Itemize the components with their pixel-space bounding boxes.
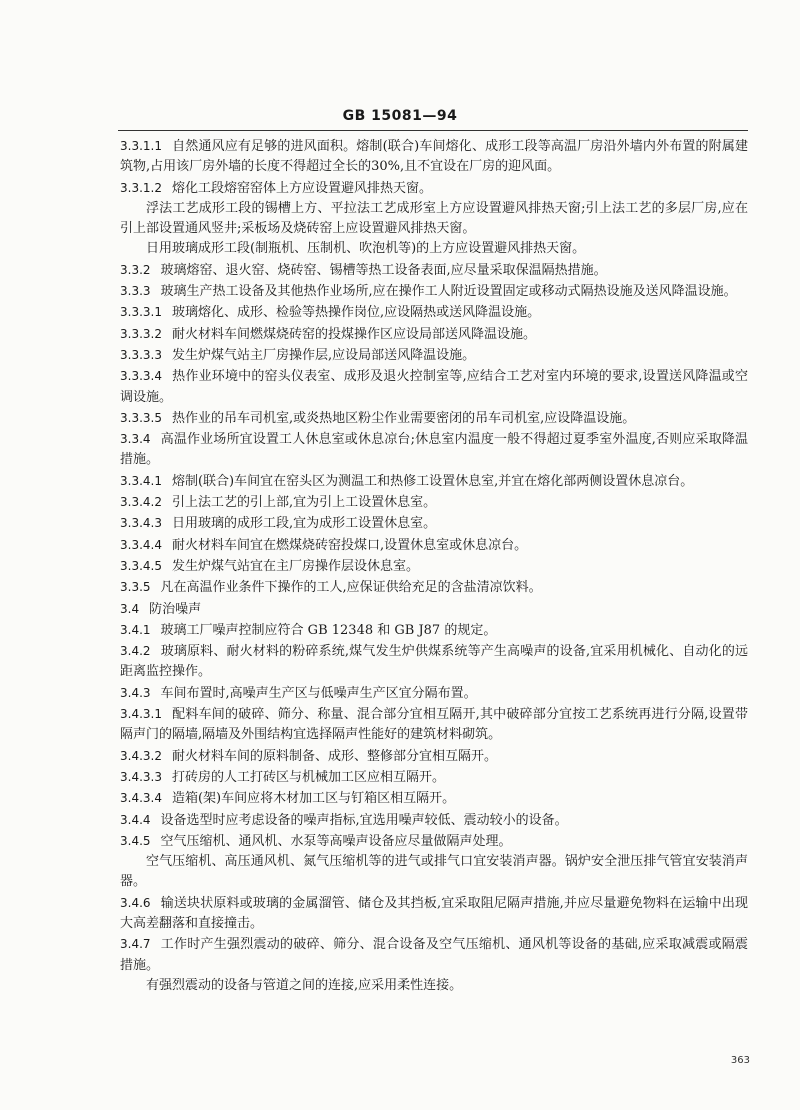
- clause-paragraph: [120, 260, 748, 281]
- clause-number: 3.3.4.2: [120, 495, 162, 510]
- clause-text: 玻璃原料、耐火材料的粉碎系统,煤气发生炉供煤系统等产生高噪声的设备,宜采用机械化、自动化的远距离监控操作。: [120, 644, 748, 680]
- clause-number: 3.4.3: [120, 685, 151, 700]
- clause-number: 3.4.5: [120, 833, 151, 848]
- clause-text: 有强烈震动的设备与管道之间的连接,应采用柔性连接。: [146, 977, 463, 993]
- clause-paragraph: [120, 831, 748, 852]
- clause-paragraph: [120, 767, 748, 788]
- clause-paragraph: [120, 788, 748, 809]
- clause-number: 3.4: [120, 601, 140, 616]
- clause-text: 浮法工艺成形工段的锡槽上方、平拉法工艺成形室上方应设置避风排热天窗;引上法工艺的多层厂房,应在引上部设置通风竖井;采板场及烧砖窑上应设置避风排热天窗。: [120, 200, 748, 237]
- clause-paragraph: [120, 620, 748, 641]
- continuation-paragraph: [120, 239, 748, 259]
- standard-code-header: GB 15081—94: [342, 108, 458, 124]
- clause-text: 自然通风应有足够的进风面积。熔制(联合)车间熔化、成形工段等高温厂房沿外墙内外布置的附属建筑物,占用该厂房外墙的长度不得超过全长的30%,且不宜设在厂房的迎风面。: [120, 139, 748, 175]
- clause-number: 3.4.4: [120, 812, 151, 827]
- clause-text: 热作业的吊车司机室,或炎热地区粉尘作业需要密闭的吊车司机室,应设降温设施。: [171, 410, 636, 426]
- clause-text: 日用玻璃的成形工段,宜为成形工设置休息室。: [171, 516, 437, 532]
- clause-number: 3.3.1.1: [120, 139, 162, 153]
- clause-text: 玻璃生产热工设备及其他热作业场所,应在操作工人附近设置固定或移动式隔热设施及送风降温设施。: [160, 284, 737, 300]
- clause-paragraph: [120, 178, 748, 199]
- clause-number: 3.3.4.1: [120, 473, 162, 488]
- clause-number: 3.3.3.3: [120, 347, 162, 362]
- clause-text: 耐火材料车间的原料制备、成形、整修部分宜相互隔开。: [171, 748, 497, 764]
- clause-number: 3.3.4: [120, 432, 151, 447]
- clause-number: 3.3.3.4: [120, 369, 162, 384]
- clause-paragraph: [120, 366, 748, 408]
- clause-paragraph: [120, 136, 748, 178]
- clause-paragraph: [120, 471, 748, 492]
- clause-text: 打砖房的人工打砖区与机械加工区应相互隔开。: [171, 769, 445, 785]
- clause-paragraph: [120, 429, 748, 471]
- clause-paragraph: [120, 281, 748, 302]
- clause-text: 耐火材料车间宜在燃煤烧砖窑投煤口,设置休息室或休息凉台。: [171, 537, 528, 553]
- clause-paragraph: [120, 408, 748, 429]
- clause-text: 空气压缩机、高压通风机、氮气压缩机等的进气或排气口宜安装消声器。锅炉安全泄压排气管宜安装消声器。: [120, 854, 748, 890]
- clause-text: 工作时产生强烈震动的破碎、筛分、混合设备及空气压缩机、通风机等设备的基础,应采取减震或隔震措施。: [120, 937, 748, 973]
- clause-number: 3.4.3.1: [120, 707, 162, 722]
- clause-number: 3.4.2: [120, 644, 151, 659]
- clause-text: 玻璃熔化、成形、检验等热操作岗位,应设隔热或送风降温设施。: [171, 305, 541, 321]
- clause-number: 3.3.3.2: [120, 326, 162, 341]
- document-body: [120, 136, 748, 996]
- clause-paragraph: [120, 302, 748, 323]
- page-number: 363: [730, 1055, 750, 1066]
- clause-number: 3.3.1.2: [120, 180, 162, 195]
- clause-text: 空气压缩机、通风机、水泵等高噪声设备应尽量做隔声处理。: [160, 833, 512, 849]
- clause-number: 3.3.3.1: [120, 305, 162, 320]
- clause-paragraph: [120, 513, 748, 534]
- clause-text: 发生炉煤气站宜在主厂房操作层设休息室。: [171, 558, 419, 574]
- clause-text: 配料车间的破碎、筛分、称量、混合部分宜相互隔开,其中破碎部分宜按工艺系统再进行分隔,设置带隔声门的隔墙,隔墙及外围结构宜选择隔声性能好的建筑材料砌筑。: [120, 707, 748, 743]
- clause-text: 凡在高温作业条件下操作的工人,应保证供给充足的含盐清凉饮料。: [160, 580, 542, 596]
- clause-number: 3.3.4.4: [120, 537, 162, 552]
- continuation-paragraph: [120, 852, 748, 893]
- clause-paragraph: [120, 683, 748, 704]
- clause-text: 设备选型时应考虑设备的噪声指标,宜选用噪声较低、震动较小的设备。: [160, 812, 568, 828]
- clause-paragraph: [120, 599, 748, 620]
- continuation-paragraph: [120, 199, 748, 240]
- clause-paragraph: [120, 535, 748, 556]
- clause-number: 3.3.2: [120, 262, 151, 277]
- continuation-paragraph: [120, 976, 748, 996]
- clause-number: 3.3.4.3: [120, 516, 162, 531]
- clause-text: 高温作业场所宜设置工人休息室或休息凉台;休息室内温度一般不得超过夏季室外温度,否则应采取降温措施。: [120, 432, 748, 468]
- clause-number: 3.3.3.5: [120, 410, 162, 425]
- clause-text: 玻璃熔窑、退火窑、烧砖窑、锡槽等热工设备表面,应尽量采取保温隔热措施。: [160, 262, 607, 278]
- clause-text: 玻璃工厂噪声控制应符合 GB 12348 和 GB J87 的规定。: [160, 622, 497, 638]
- clause-number: 3.4.3.3: [120, 769, 162, 784]
- clause-number: 3.4.3.2: [120, 748, 162, 763]
- clause-paragraph: [120, 893, 748, 935]
- clause-text: 发生炉煤气站主厂房操作层,应设局部送风降温设施。: [171, 347, 476, 363]
- clause-paragraph: [120, 556, 748, 577]
- clause-number: 3.4.1: [120, 622, 151, 637]
- clause-number: 3.3.5: [120, 580, 151, 595]
- clause-text: 车间布置时,高噪声生产区与低噪声生产区宜分隔布置。: [160, 685, 477, 701]
- clause-number: 3.4.7: [120, 937, 151, 952]
- clause-paragraph: [120, 746, 748, 767]
- clause-text: 造箱(架)车间应将木材加工区与钉箱区相互隔开。: [171, 791, 456, 807]
- clause-text: 引上法工艺的引上部,宜为引上工设置休息室。: [171, 495, 437, 511]
- clause-text: 日用玻璃成形工段(制瓶机、压制机、吹泡机等)的上方应设置避风排热天窗。: [146, 241, 586, 257]
- clause-text: 熔化工段熔窑窑体上方应设置避风排热天窗。: [171, 180, 432, 196]
- clause-paragraph: [120, 934, 748, 976]
- clause-number: 3.4.6: [120, 895, 151, 910]
- clause-number: 3.4.3.4: [120, 791, 162, 806]
- clause-number: 3.3.4.5: [120, 558, 162, 573]
- clause-paragraph: [120, 704, 748, 746]
- clause-number: 3.3.3: [120, 284, 151, 299]
- clause-paragraph: [120, 492, 748, 513]
- clause-paragraph: [120, 577, 748, 598]
- clause-paragraph: [120, 641, 748, 683]
- header-divider: [118, 130, 748, 131]
- clause-paragraph: [120, 345, 748, 366]
- clause-text: 熔制(联合)车间宜在窑头区为测温工和热修工设置休息室,并宜在熔化部两侧设置休息凉台。: [171, 473, 694, 489]
- clause-paragraph: [120, 810, 748, 831]
- clause-text: 防治噪声: [149, 601, 202, 617]
- clause-text: 输送块状原料或玻璃的金属溜管、储仓及其挡板,宜采取阻尼隔声措施,并应尽量避免物料在运输中出现大高差翻落和直接撞击。: [120, 895, 748, 931]
- clause-text: 耐火材料车间燃煤烧砖窑的投煤操作区应设局部送风降温设施。: [171, 326, 536, 342]
- clause-paragraph: [120, 324, 748, 345]
- clause-text: 热作业环境中的窑头仪表室、成形及退火控制室等,应结合工艺对室内环境的要求,设置送风降温或空调设施。: [120, 369, 748, 405]
